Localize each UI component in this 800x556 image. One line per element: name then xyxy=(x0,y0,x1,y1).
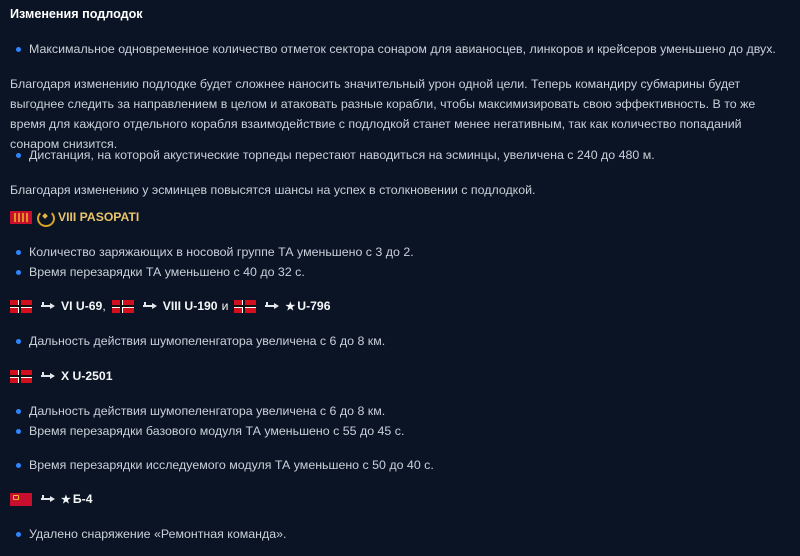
ship-header-u-2501 xyxy=(10,367,113,385)
list-item: Время перезарядки исследуемого модуля ТА уменьшено с 50 до 40 с. xyxy=(0,458,434,472)
flag-germany-icon xyxy=(112,300,134,313)
list-item: Количество заряжающих в носовой группе ТА уменьшено с 3 до 2. xyxy=(0,245,414,259)
section-title: Изменения подлодок xyxy=(10,7,143,21)
list-item: Дальность действия шумопеленгатора увеличена с 6 до 8 км. xyxy=(0,404,385,418)
list-item: Максимальное одновременное количество отметок сектора сонаром для авианосцев, линкоров и крейсеров уменьшено до двух. xyxy=(0,42,776,56)
separator: и xyxy=(221,299,229,313)
flag-germany-icon xyxy=(10,370,32,383)
separator: , xyxy=(102,299,106,313)
flag-pan-asia-icon xyxy=(10,211,32,224)
list-item: Время перезарядки базового модуля ТА уменьшено с 55 до 45 с. xyxy=(0,424,404,438)
list-item: Время перезарядки ТА уменьшено с 40 до 32 с. xyxy=(0,265,305,279)
ship-name: VIII U-190 xyxy=(162,299,218,313)
list-item: Дистанция, на которой акустические торпеды перестают наводиться на эсминцы, увеличена с 240 до 480 м. xyxy=(0,148,655,162)
special-ship-laurel-icon xyxy=(36,209,54,225)
ship-name: VIII PASOPATI xyxy=(58,210,140,224)
ship-header-pasopati xyxy=(10,208,139,226)
star-tier-icon: ★ xyxy=(285,300,296,313)
list-item: Дальность действия шумопеленгатора увеличена с 6 до 8 км. xyxy=(0,334,385,348)
submarine-class-icon xyxy=(41,495,55,503)
submarine-class-icon xyxy=(41,302,55,310)
ship-name: VI U-69 xyxy=(61,299,103,313)
submarine-class-icon xyxy=(143,302,157,310)
description-paragraph: Благодаря изменению подлодке будет сложнее наносить значительный урон одной цели. Теперь командиру субмарины будет выгоднее следить за направлением в целом и атаковать разные корабли, чтобы максимизировать свою эффективность. В то же время для каждого отдельного корабля взаимодействие с подлодкой станет менее негативным, так как количество попаданий сонаром снизится. xyxy=(10,77,756,151)
ship-name: U-796 xyxy=(297,299,331,313)
ship-header-b-4 xyxy=(10,490,92,508)
flag-germany-icon xyxy=(10,300,32,313)
ship-name: X U-2501 xyxy=(61,369,113,383)
flag-ussr-icon xyxy=(10,493,32,506)
submarine-class-icon xyxy=(265,302,279,310)
ship-name: Б-4 xyxy=(72,492,93,506)
star-tier-icon: ★ xyxy=(61,493,71,506)
submarine-class-icon xyxy=(41,372,55,380)
ship-header-u-group xyxy=(10,297,330,315)
list-item: Удалено снаряжение «Ремонтная команда». xyxy=(0,527,286,541)
description-paragraph: Благодаря изменению у эсминцев повысятся шансы на успех в столкновении с подлодкой. xyxy=(10,183,536,197)
flag-germany-icon xyxy=(234,300,256,313)
